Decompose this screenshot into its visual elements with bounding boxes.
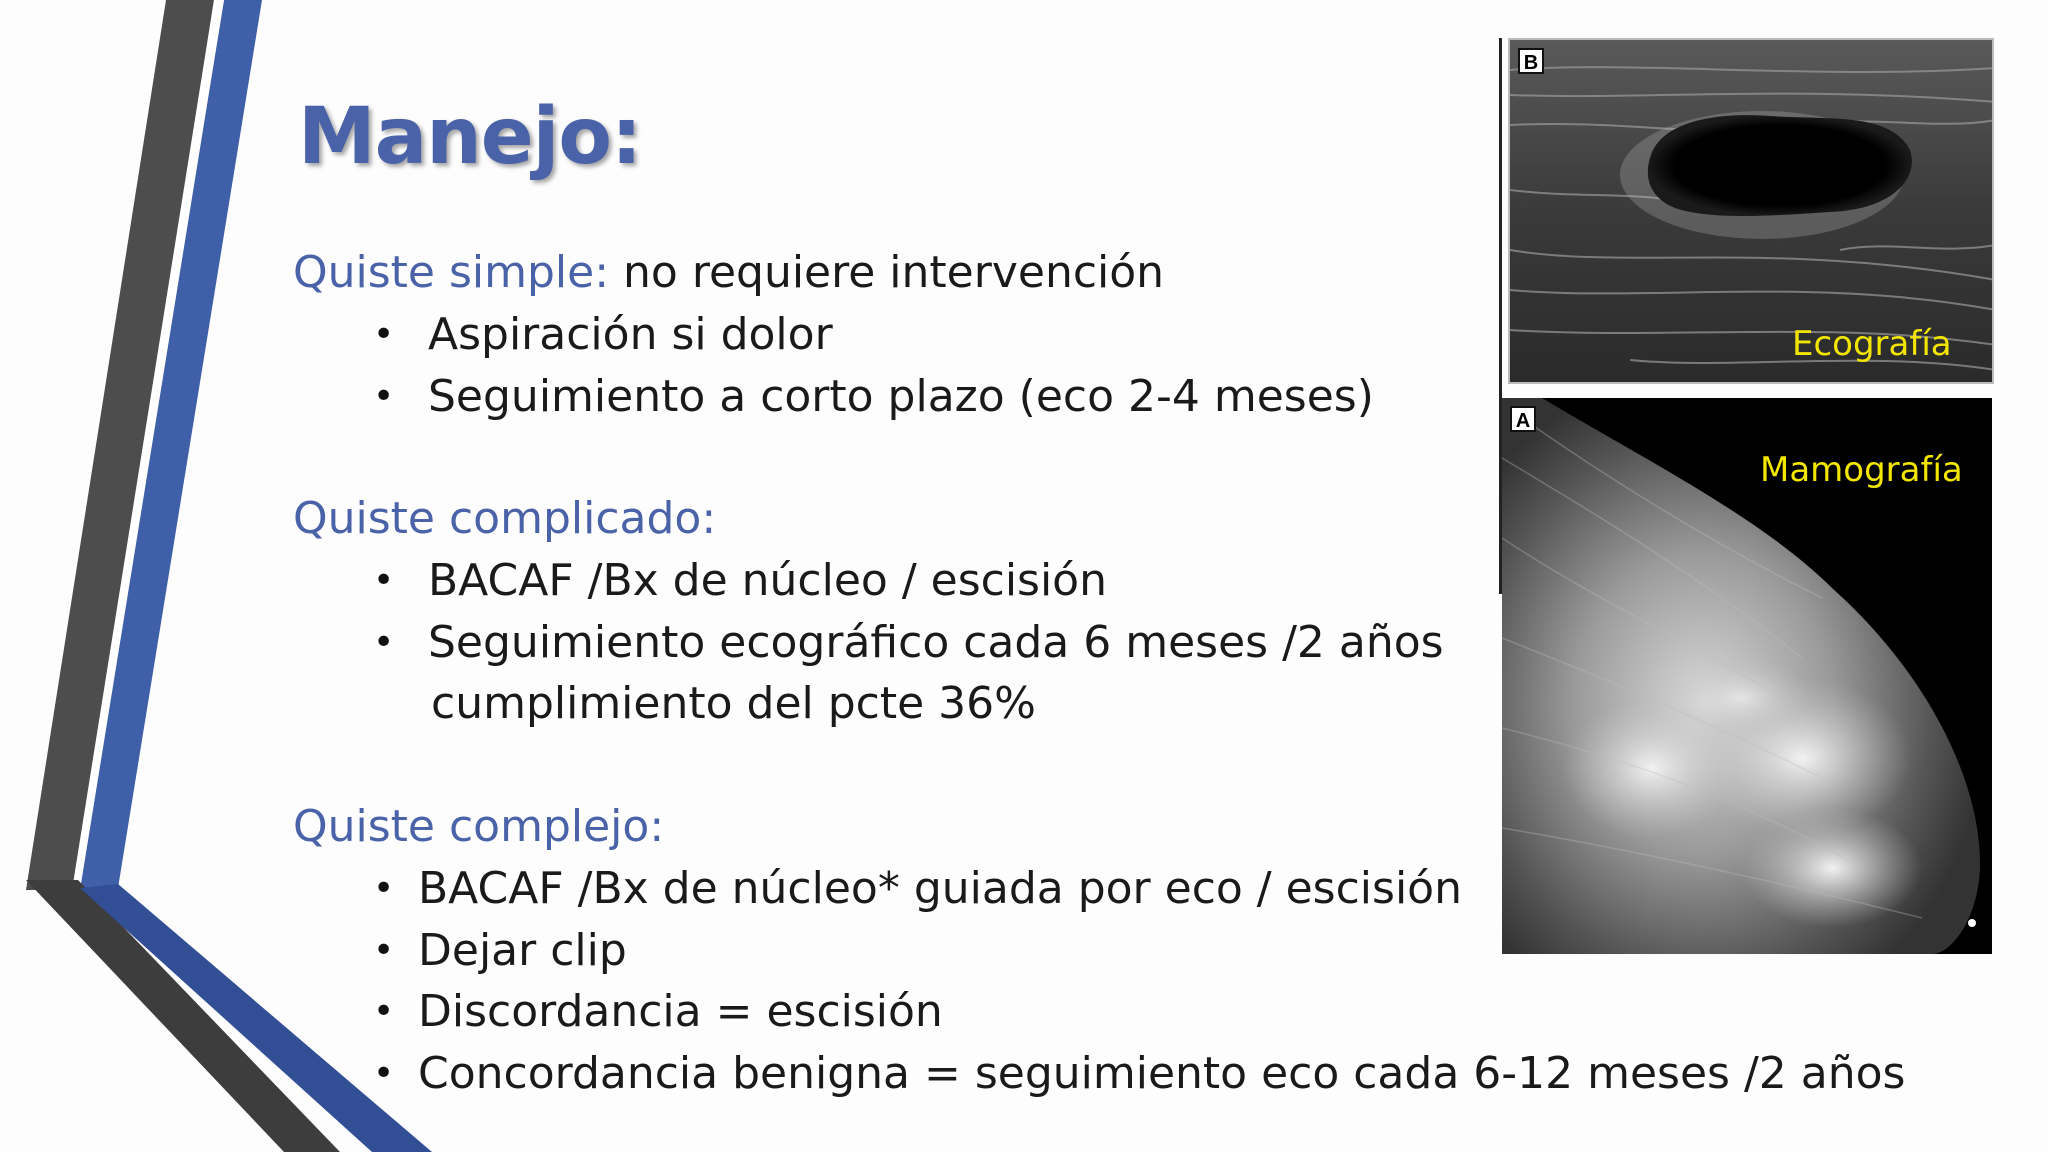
ultrasound-image <box>1508 38 1994 384</box>
list-item <box>373 304 1374 366</box>
cyst-shape <box>1648 115 1912 216</box>
section-head-rest: no requiere intervención <box>609 247 1165 298</box>
list-item-continuation <box>428 673 1444 735</box>
bullet-dot: • <box>373 375 395 417</box>
list-item <box>373 612 1444 674</box>
list-item-text: Seguimiento a corto plazo (eco 2-4 meses) <box>428 370 1374 422</box>
bullet-list-quiste-simple <box>373 304 1374 427</box>
mammogram-image <box>1502 398 1992 954</box>
section-head-label: Quiste simple: <box>293 247 610 298</box>
slide-title: Manejo: <box>298 92 642 182</box>
list-item-text: Dejar clip <box>418 924 627 976</box>
section-head-quiste-simple <box>293 242 1164 304</box>
bullet-dot: • <box>373 1052 395 1094</box>
list-item-text: cumplimiento del pcte 36% <box>431 678 1036 729</box>
panel-letter-a: A <box>1510 406 1536 432</box>
mammogram-label: Mamografía <box>1760 450 1963 490</box>
panel-letter-b: B <box>1518 48 1544 74</box>
list-item-text: BACAF /Bx de núcleo* guiada por eco / escisión <box>418 863 1462 914</box>
bullet-dot: • <box>373 868 395 909</box>
list-item-text: Discordancia = escisión <box>418 986 943 1037</box>
bullet-dot: • <box>373 314 395 355</box>
bullet-dot: • <box>373 560 395 601</box>
bullet-list-quiste-complicado <box>373 550 1444 735</box>
section-head-quiste-complejo: Quiste complejo: <box>293 801 665 852</box>
list-item <box>373 1043 1906 1105</box>
list-item-text: Concordancia benigna = seguimiento eco cada 6-12 meses /2 años <box>418 1047 1906 1099</box>
list-item-text: Aspiración si dolor <box>428 309 833 360</box>
dark-band-lower <box>26 880 340 1152</box>
ultrasound-label: Ecografía <box>1792 324 1952 364</box>
list-item <box>373 981 1905 1043</box>
list-item-text: BACAF /Bx de núcleo / escisión <box>428 555 1107 606</box>
list-item <box>373 550 1444 612</box>
bullet-dot: • <box>373 991 395 1032</box>
bullet-dot: • <box>373 929 395 971</box>
list-item-text: Seguimiento ecográfico cada 6 meses /2 años <box>428 616 1444 668</box>
section-head-quiste-complicado: Quiste complicado: <box>293 493 717 544</box>
list-item <box>373 366 1374 428</box>
bullet-dot: • <box>373 621 395 663</box>
